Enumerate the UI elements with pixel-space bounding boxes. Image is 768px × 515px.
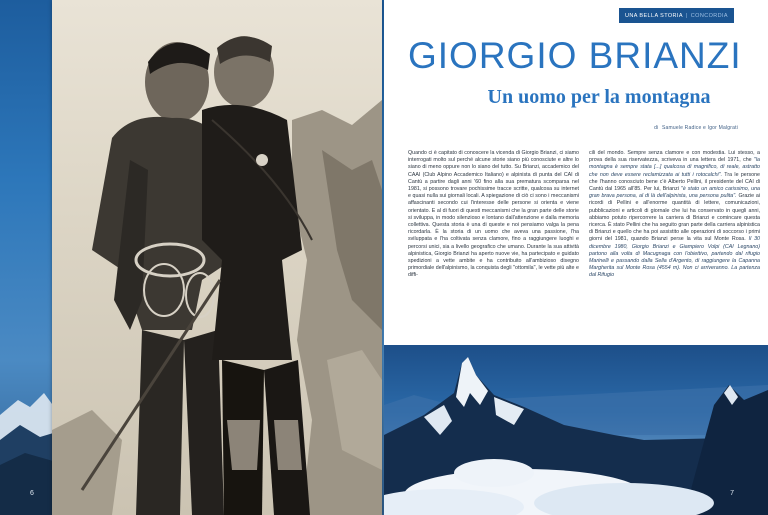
body-text: Tra le persone che l'hanno conosciuto bene c'è Alberto Pellini, il presidente del CAI di Cantù dal 1965 all'85. Per lui, Brianzi [589,171,760,193]
quote-text: Il 30 dicembre 1980, Giorgio Brianzi e Giampiero Volpi (CAI Legnano) partono alla volta di Macugnaga con l'obiettivo, partendo dal rifugio Marinelli e passando dalla Sella d'Argento, di raggiungere la Capanna Margherita sul Monte Rosa (4554 m). Non ci arriveranno. La partenza dal Rifugio [589,236,760,279]
text-column-2 [589,150,760,280]
section-label: UNA BELLA STORIA [624,12,683,19]
section-header [619,8,734,23]
article-title: GIORGIO BRIANZI [408,35,742,76]
quote-text: "la montagna è sempre stata [...] qualcosa di magnifico, di reale, astratto che non deve essere reclamizzata ai tutti i rotocalchi". [589,157,760,178]
page-number-left: 6 [30,490,34,497]
section-separator: | [685,12,688,19]
page-number-right: 7 [730,490,734,497]
body-text: Grazie ai ricordi di Pellini e all'enorme quantità di lettere, comunicazioni, pubblicazioni e articoli di giornale che lui ha conservato in quegli anni, abbiamo potuto ripercorrere la carriera di Brianzi e comincare questa ricerca. È stato Pellini che ha seguito gran parte della carriera alpinistica di Brianzi e quello che ha poi assistito alle operazioni di soccorso i primi giorni del 1981, quando Brianzi perse la vita sul Monte Rosa. [589,193,761,243]
historic-photo [52,0,382,515]
body-paragraph [589,150,760,280]
section-sublabel: CONCORDIA [690,12,728,19]
article-subtitle: Un uomo per la montagna [487,86,711,108]
article-body [408,150,760,280]
body-text: cili del mondo. Sempre senza clamore e con modestia. Lui stesso, a prova della sua riservatezza, scriveva in una lettera del 1971, che [589,150,760,164]
byline-prefix: di [654,125,659,131]
body-paragraph: Quando ci è capitato di conoscere la vicenda di Giorgio Brianzi, ci siamo interrogati molto sul perché alcune storie siano più conosciute e altre lo siano di meno oppure non lo siano del tutto. Su Brianzi, accademico del CAAI (Club Alpino Accademico Italiano) e alpinista di punta del CAI di Cantù a partire dagli anni '60 fino alla sua prematura scomparsa nel 1981, si possono trovare pochissime tracce scritte, qualcosa su internet e quasi nulla sui giornali locali. A spiegazione di ciò ci sono i meccanismi affascinanti secondo cui l'interesse delle persone si orienta e viene orientato. E al di fuori di questi meccanismi che la gran parte delle storie si sviluppa, in modo silenzioso e lontano dall'attenzione e dalla memoria collettiva. Questa storia è una di queste e noi pensiamo valga la pena ricordarla. È la storia di un uomo che aveva una passione, l'ha sviluppata e l'ha coltivata senza clamore, fino a raggiungere luoghi e percorsi unici, sia a livello geografico che umano. Durante la sua attività alpinistica, Giorgio Brianzi ha aperto nuove vie, ha partecipato e guidato spedizioni a vette ambite e ha contribuito all'ambizioso disegno primordiale dell'alpinismo, la conquista degli "ottomila", le vette più alte e diffi- [408,150,579,279]
text-column-1 [408,150,579,280]
byline [408,125,738,131]
quote-text: "è stato un amico carissimo, una gran brava persona, al di là dell'alpinista, una persona pulita". [589,186,760,200]
byline-authors: Samuele Radice e Igor Malgrati [661,125,738,131]
mountain-photo [384,345,768,515]
right-page [384,0,768,515]
